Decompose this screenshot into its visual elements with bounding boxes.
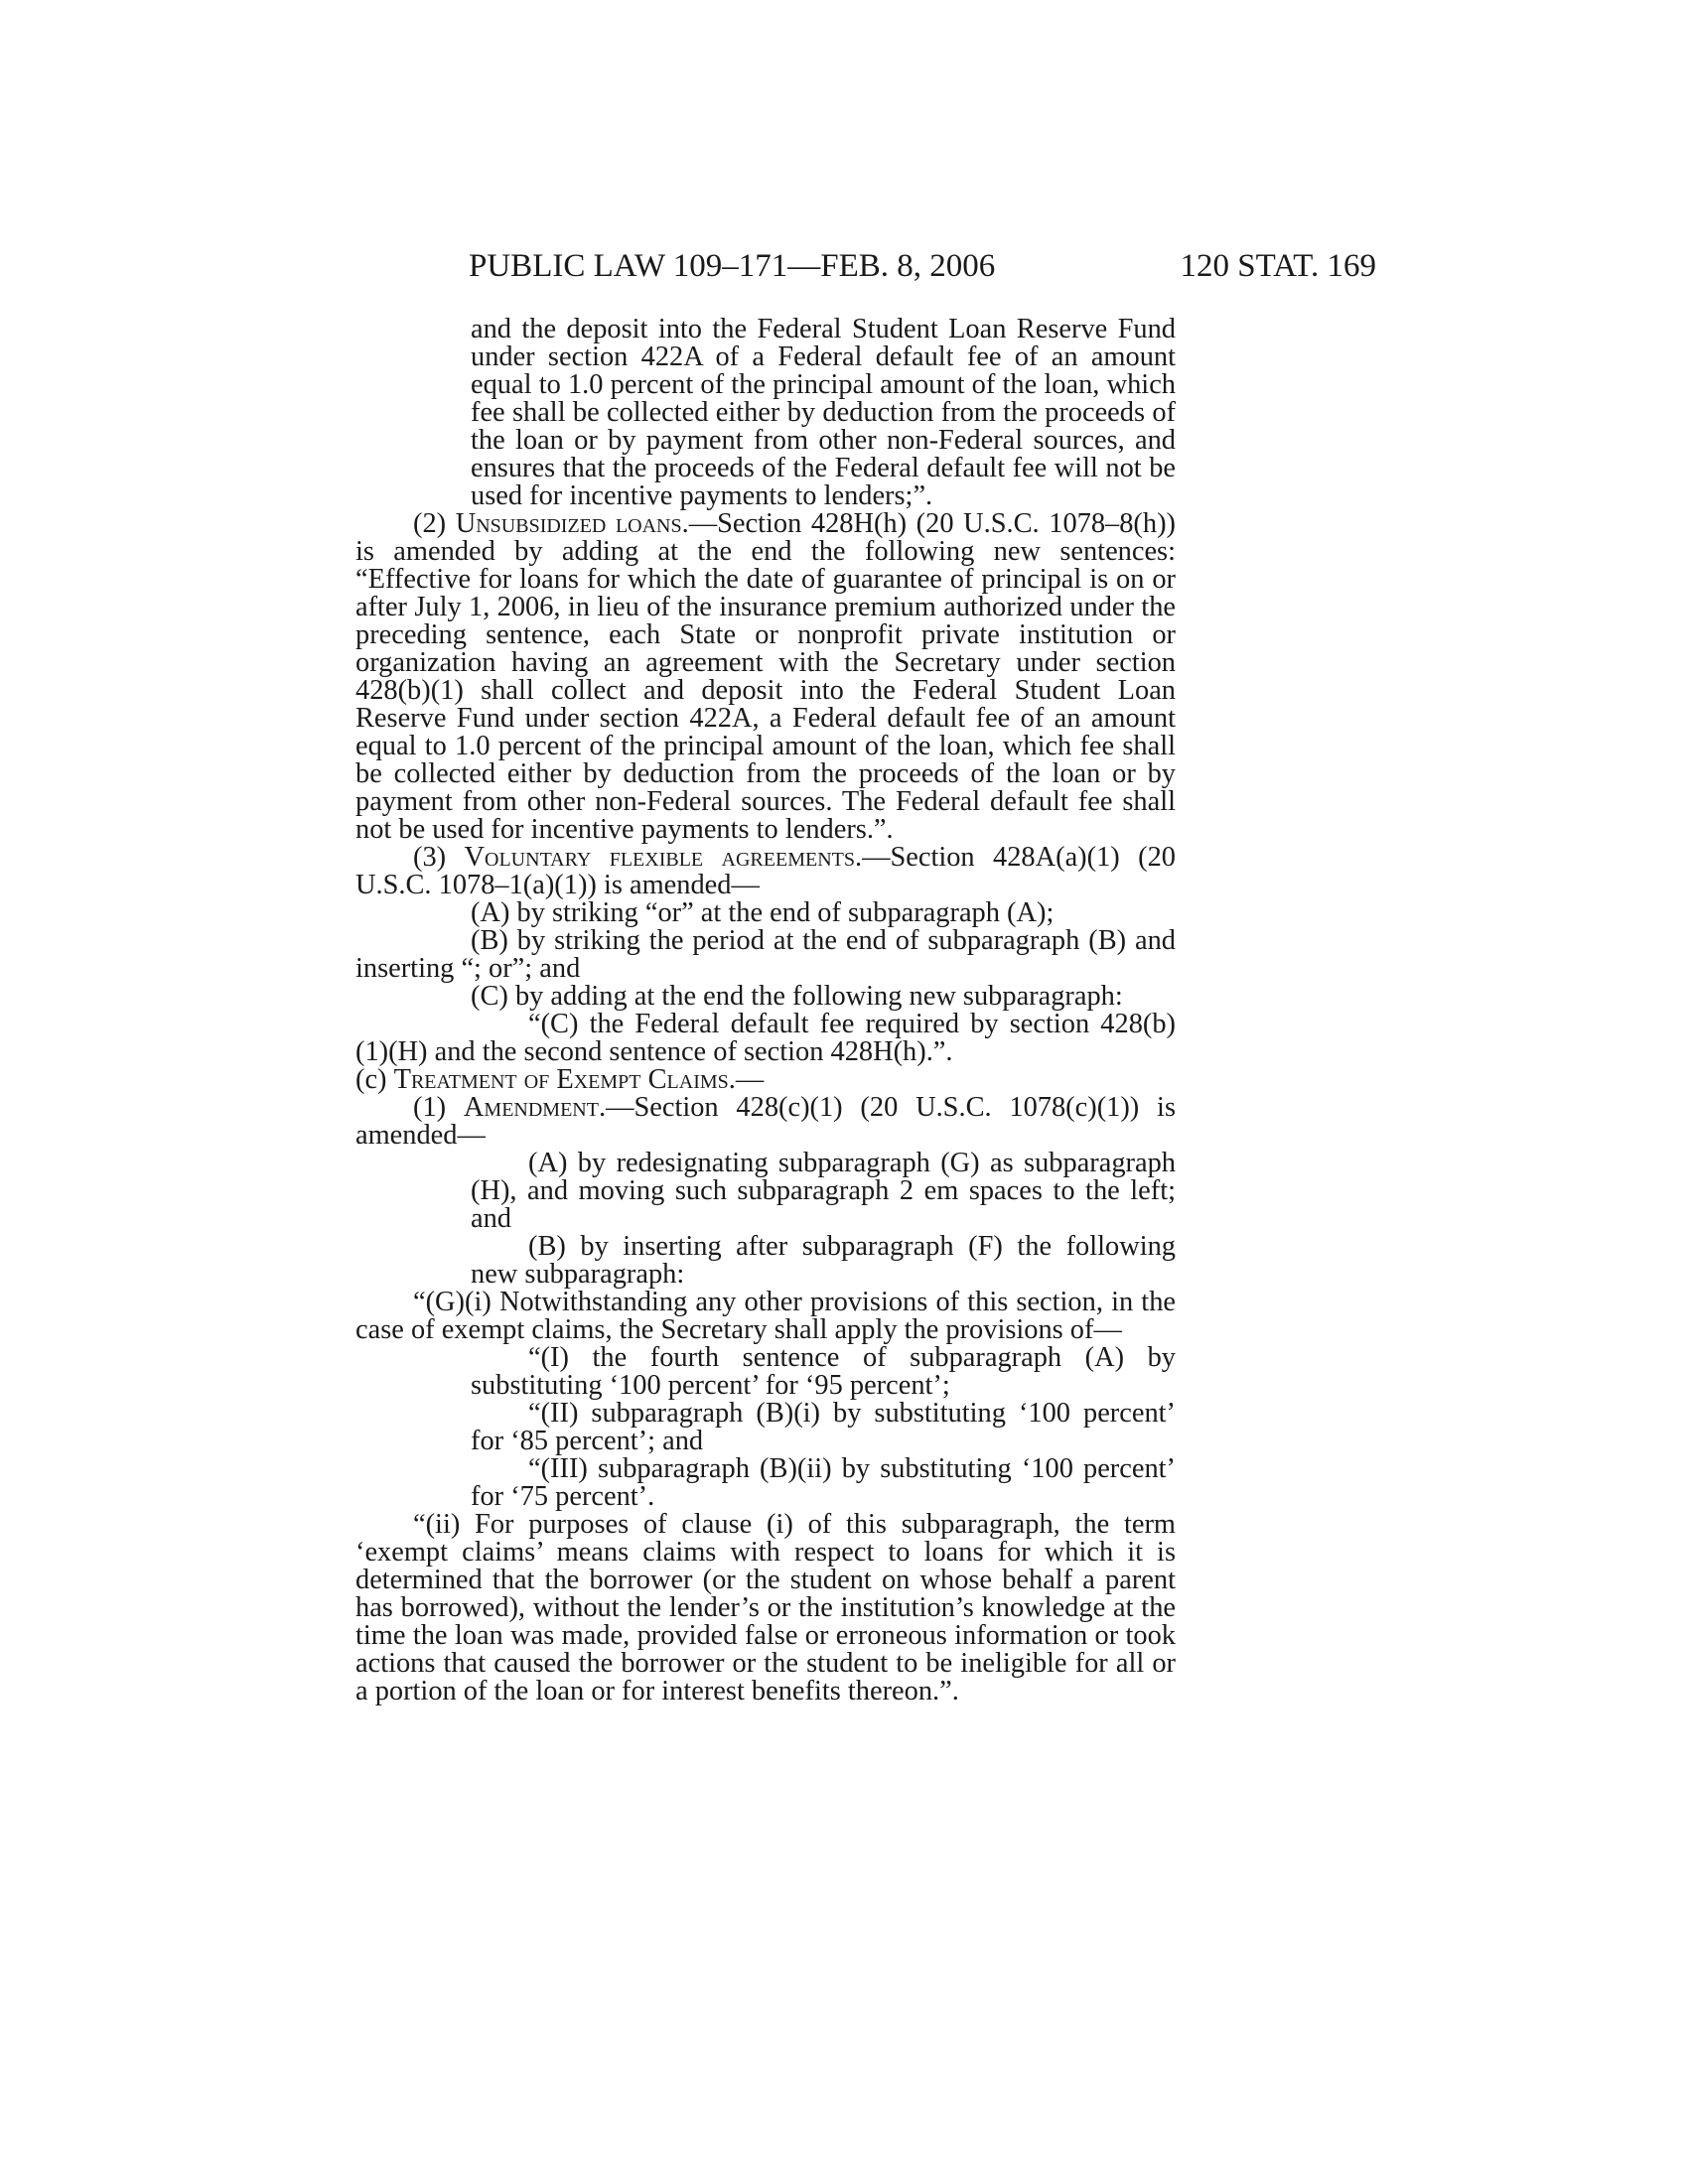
subclause-ii: “(II) subparagraph (B)(i) by substituting ‘100 percent’ for ‘85 percent’; and (471, 1398, 1176, 1456)
paragraph-amendment (355, 1094, 1176, 1150)
quoted-subparagraph-c: “(C) the Federal default fee required by section 428(b)(1)(H) and the second sentence of section 428H(h).”. (355, 1009, 1176, 1067)
subclause-i: “(I) the fourth sentence of subparagraph (A) by substituting ‘100 percent’ for ‘95 percent’; (471, 1342, 1176, 1401)
paragraph-heading: Unsubsidized loans (455, 508, 682, 539)
paragraph-text: .—Section 428H(h) (20 U.S.C. 1078–8(h)) is amended by adding at the end the following new sentences: “Effective for loans for which the date of guarantee of principal is on or after July 1, 2006, in lieu of the insurance premium authorized under the preceding sentence, each State or nonprofit private institution or organization having an agreement with the Secretary under section 428(b)(1) shall collect and deposit into the Federal Student Loan Reserve Fund under section 422A, a Federal default fee of an amount equal to 1.0 percent of the principal amount of the loan, which fee shall be collected either by deduction from the proceeds of the loan or by payment from other non-Federal sources. The Federal default fee shall not be used for incentive payments to lenders.”. (355, 508, 1176, 845)
subsection-number: (c) (355, 1064, 387, 1095)
paragraph-number: (3) (413, 842, 447, 873)
subsection-treatment-of-exempt-claims (355, 1066, 1176, 1094)
paragraph-text: .—Section 428(c)(1) (20 U.S.C. 1078(c)(1)) is amended— (355, 1092, 1176, 1151)
quoted-subparagraph-g-i: “(G)(i) Notwithstanding any other provisions of this section, in the case of exempt claims, the Secretary shall apply the provisions of— (355, 1287, 1176, 1345)
subsection-text: .— (728, 1064, 765, 1095)
body-text (355, 316, 1176, 1706)
subparagraph-a: (A) by striking “or” at the end of subparagraph (A); (471, 897, 1055, 928)
subparagraph-b: (B) by striking the period at the end of subparagraph (B) and inserting “; or”; and (355, 925, 1176, 984)
subparagraph-a-redesignating: (A) by redesignating subparagraph (G) as subparagraph (H), and moving such subparagraph 2 em spaces to the left; and (471, 1148, 1176, 1234)
paragraph-unsubsidized-loans (355, 510, 1176, 844)
paragraph-continuation: and the deposit into the Federal Student Loan Reserve Fund under section 422A of a Federal default fee of an amount equal to 1.0 percent of the principal amount of the loan, which fee shall be collected either by deduction from the proceeds of the loan or by payment from other non-Federal sources, and ensures that the proceeds of the Federal default fee will not be used for incentive payments to lenders;”. (471, 314, 1176, 511)
paragraph-number: (2) (413, 508, 447, 539)
subparagraph-b-inserting: (B) by inserting after subparagraph (F) the following new subparagraph: (471, 1231, 1176, 1290)
subsection-heading: Treatment of Exempt Claims (393, 1064, 729, 1095)
clause-ii-exempt-claims: “(ii) For purposes of clause (i) of this subparagraph, the term ‘exempt claims’ means claims with respect to loans for which it is determined that the borrower (or the student on whose behalf a parent has borrowed), without the lender’s or the institution’s knowledge at the time the loan was made, provided false or erroneous information or took actions that caused the borrower or the student to be ineligible for all or a portion of the loan or for interest benefits thereon.”. (355, 1509, 1176, 1706)
running-head (469, 246, 1376, 286)
paragraph-number: (1) (413, 1092, 447, 1123)
subclause-iii: “(III) subparagraph (B)(ii) by substituting ‘100 percent’ for ‘75 percent’. (471, 1453, 1176, 1512)
subparagraph-c: (C) by adding at the end the following new subparagraph: (471, 981, 1123, 1012)
paragraph-text: .—Section 428A(a)(1) (20 U.S.C. 1078–1(a)(1)) is amended— (355, 842, 1176, 900)
paragraph-heading: Voluntary flexible agreements (464, 842, 855, 873)
paragraph-heading: Amendment (463, 1092, 599, 1123)
running-title: PUBLIC LAW 109–171—FEB. 8, 2006 (469, 248, 996, 284)
page-reference: 120 STAT. 169 (1180, 248, 1376, 284)
paragraph-voluntary-flexible-agreements (355, 844, 1176, 899)
